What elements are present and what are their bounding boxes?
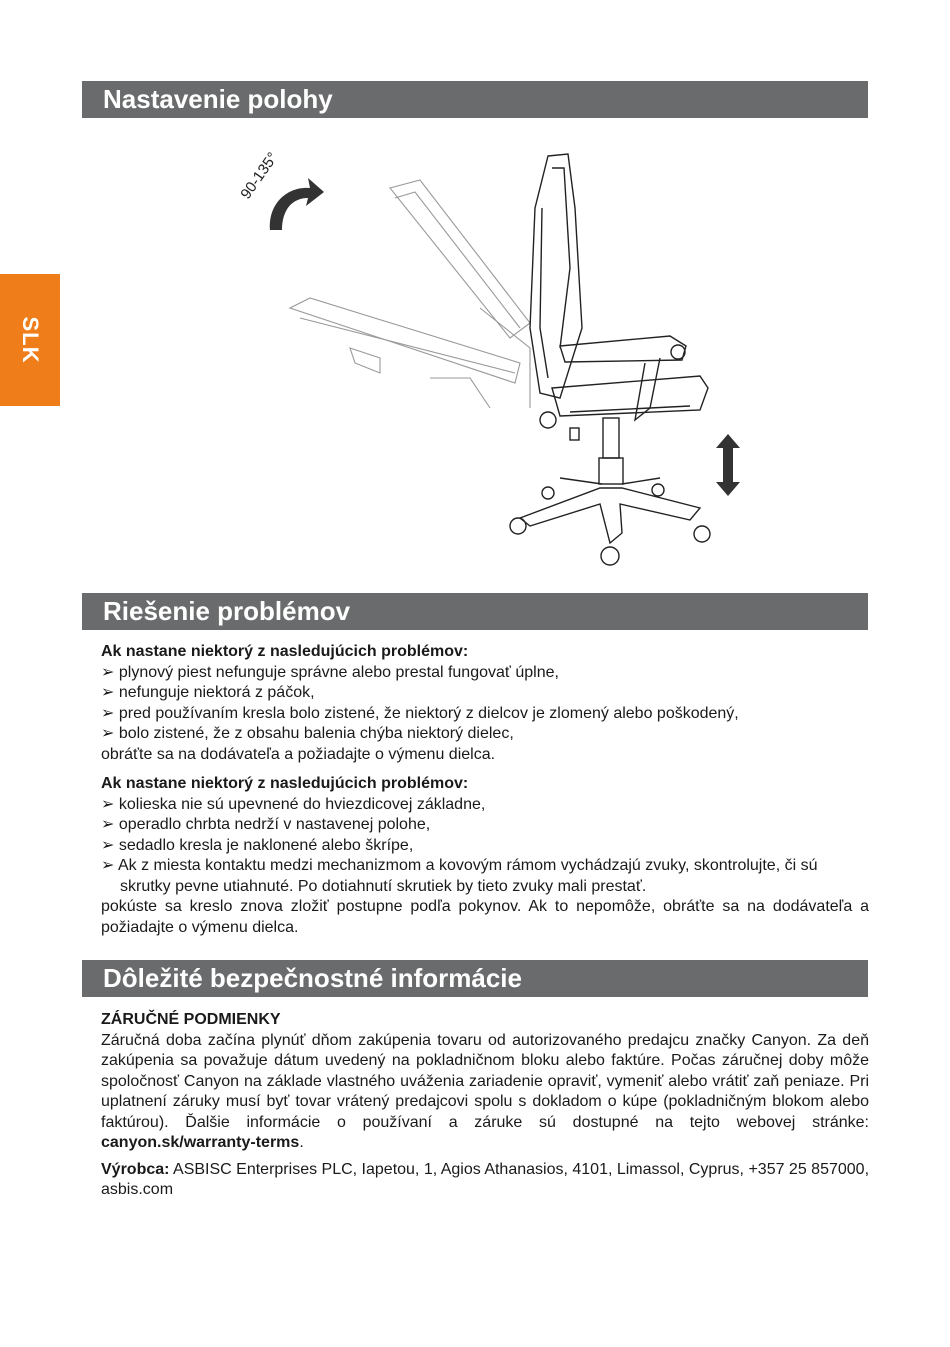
manufacturer-info: Výrobca: ASBISC Enterprises PLC, Iapetou, 1, Agios Athanasios, 4101, Limassol, Cyprus, +357 25 857000, asbis.com xyxy=(101,1160,870,1198)
chair-recline-illustration xyxy=(230,148,770,568)
list-item: ➢ kolieska nie sú upevnené do hviezdicovej základne, xyxy=(101,795,486,813)
list-item: ➢ sedadlo kresla je naklonené alebo škrípe, xyxy=(101,836,414,854)
angle-label: 90-135° xyxy=(237,149,282,203)
language-tab-label: SLK xyxy=(18,316,43,364)
bullet-arrow-icon: ➢ xyxy=(101,725,119,742)
language-tab xyxy=(0,274,60,406)
section-title-troubleshooting: Riešenie problémov xyxy=(82,593,868,630)
troubleshooting-body xyxy=(101,642,869,938)
warranty-link[interactable]: canyon.sk/warranty-terms xyxy=(101,1134,300,1151)
bullet-arrow-icon: ➢ xyxy=(101,836,119,854)
group1-heading: Ak nastane niektorý z nasledujúcich problémov: xyxy=(101,643,469,660)
list-item: ➢ Ak z miesta kontaktu medzi mechanizmom a kovovým rámom vychádzajú zvuky, skontrolujte, či sú skrutky pevne utiahnuté. Po dotiahnutí skrutiek by tieto zvuky mali prestať. xyxy=(101,857,818,895)
group1-closing: obráťte sa na dodávateľa a požiadajte o výmenu dielca. xyxy=(101,745,496,763)
warranty-text: Záručná doba začína plynúť dňom zakúpenia tovaru od autorizovaného predajcu značky Canyon. Za deň zakúpenia sa považuje dátum uvedený na pokladničnom bloku alebo faktúre. Počas záručnej doby môže spoločnosť Canyon na základe vlastného uváženia zariadenie opraviť, vymeniť alebo vrátiť zaň peniaze. Pri uplatnení záruky musí byť tovar vrátený predajcovi spolu s dokladom o kúpe (pokladničným blokom alebo faktúrou). Ďalšie informácie o používaní a záruke sú dostupné na tejto webovej stránke: canyon.sk/warranty-terms. xyxy=(101,1031,869,1151)
bullet-arrow-icon: ➢ xyxy=(101,663,119,681)
bullet-arrow-icon: ➢ xyxy=(101,795,119,813)
group2-closing: pokúste sa kreslo znova zložiť postupne podľa pokynov. Ak to nepomôže, obráťte sa na dodávateľa a požiadajte o výmenu dielca. xyxy=(101,898,869,936)
bullet-arrow-icon: ➢ xyxy=(101,684,119,701)
list-item: ➢ plynový piest nefunguje správne alebo prestal fungovať úplne, xyxy=(101,663,559,681)
bullet-arrow-icon: ➢ xyxy=(101,857,118,874)
height-adjust-arrow-icon xyxy=(716,434,740,496)
list-item: ➢ nefunguje niektorá z páčok, xyxy=(101,684,315,701)
section-title-position: Nastavenie polohy xyxy=(82,81,868,118)
list-item: ➢ operadlo chrbta nedrží v nastavenej polohe, xyxy=(101,816,431,833)
bullet-arrow-icon: ➢ xyxy=(101,704,119,722)
safety-body xyxy=(101,1010,869,1201)
rotate-arrow-icon xyxy=(270,178,324,230)
group2-heading: Ak nastane niektorý z nasledujúcich problémov: xyxy=(101,775,469,792)
manufacturer-label: Výrobca: xyxy=(101,1160,170,1178)
list-item: ➢ bolo zistené, že z obsahu balenia chýba niektorý dielec, xyxy=(101,725,514,742)
section-title-safety: Dôležité bezpečnostné informácie xyxy=(82,960,868,997)
list-item: ➢ pred používaním kresla bolo zistené, že niektorý z dielcov je zlomený alebo poškodený, xyxy=(101,704,739,722)
bullet-arrow-icon: ➢ xyxy=(101,816,119,833)
warranty-heading: ZÁRUČNÉ PODMIENKY xyxy=(101,1011,281,1028)
